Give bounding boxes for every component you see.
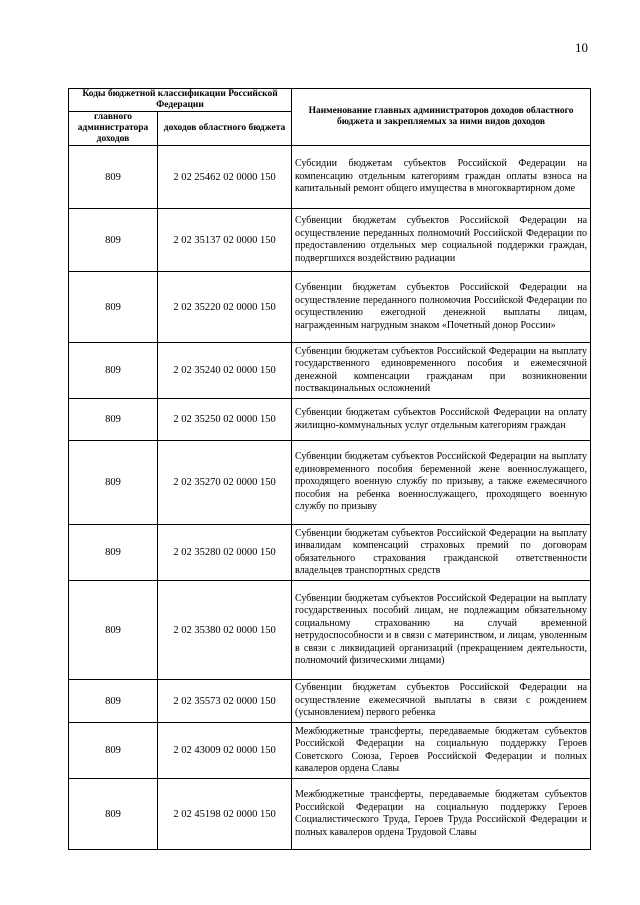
table-row — [69, 723, 591, 779]
admin-code-cell: 809 — [69, 723, 158, 779]
income-code-cell: 2 02 35250 02 0000 150 — [158, 399, 292, 441]
income-name-cell: Межбюджетные трансферты, передаваемые бюджетам субъектов Российской Федерации на социальную поддержку Героев Социалистического Труда, Героев Труда Российской Федерации и полных кавалеров ордена Трудовой Славы — [292, 779, 591, 850]
table-body — [69, 146, 591, 850]
income-code-cell: 2 02 35573 02 0000 150 — [158, 680, 292, 723]
header-admin: главного администратора доходов — [69, 112, 158, 146]
income-code-cell: 2 02 43009 02 0000 150 — [158, 723, 292, 779]
table-row — [69, 209, 591, 272]
income-name-cell: Субвенции бюджетам субъектов Российской Федерации на осуществление переданного полномочия Российской Федерации по осуществлению ежегодной денежной выплаты лицам, награжденным нагрудным знаком «Почетный донор России» — [292, 272, 591, 343]
page-number: 10 — [575, 40, 588, 55]
income-code-cell: 2 02 35380 02 0000 150 — [158, 581, 292, 680]
table-row — [69, 581, 591, 680]
budget-classification-table — [68, 88, 591, 850]
admin-code-cell: 809 — [69, 525, 158, 581]
admin-code-cell: 809 — [69, 779, 158, 850]
table-row — [69, 441, 591, 525]
admin-code-cell: 809 — [69, 209, 158, 272]
income-name-cell: Субвенции бюджетам субъектов Российской Федерации на выплату государственного единовременного пособия и ежемесячной денежной компенсации гражданам при возникновении поствакцинальных осложнений — [292, 343, 591, 399]
admin-code-cell: 809 — [69, 441, 158, 525]
income-code-cell: 2 02 25462 02 0000 150 — [158, 146, 292, 209]
income-name-cell: Субвенции бюджетам субъектов Российской Федерации на выплату инвалидам компенсаций страховых премий по договорам обязательного страхования гражданской ответственности владельцев транспортных средств — [292, 525, 591, 581]
table-row — [69, 272, 591, 343]
header-codes: Коды бюджетной классификации Российской Федерации — [69, 89, 292, 112]
income-name-cell: Межбюджетные трансферты, передаваемые бюджетам субъектов Российской Федерации на социальную поддержку Героев Советского Союза, Героев Российской Федерации и полных кавалеров ордена Славы — [292, 723, 591, 779]
table-row — [69, 779, 591, 850]
admin-code-cell: 809 — [69, 399, 158, 441]
income-name-cell: Субвенции бюджетам субъектов Российской Федерации на оплату жилищно-коммунальных услуг отдельным категориям граждан — [292, 399, 591, 441]
admin-code-cell: 809 — [69, 343, 158, 399]
table-row — [69, 146, 591, 209]
income-name-cell: Субсидии бюджетам субъектов Российской Федерации на компенсацию отдельным категориям граждан оплаты взноса на капитальный ремонт общего имущества в многоквартирном доме — [292, 146, 591, 209]
income-name-cell: Субвенции бюджетам субъектов Российской Федерации на осуществление переданных полномочий Российской Федерации по предоставлению отдельных мер социальной поддержки граждан, подвергшихся воздействию радиации — [292, 209, 591, 272]
admin-code-cell: 809 — [69, 272, 158, 343]
income-code-cell: 2 02 35220 02 0000 150 — [158, 272, 292, 343]
admin-code-cell: 809 — [69, 146, 158, 209]
income-code-cell: 2 02 45198 02 0000 150 — [158, 779, 292, 850]
table-row — [69, 343, 591, 399]
income-code-cell: 2 02 35280 02 0000 150 — [158, 525, 292, 581]
header-name: Наименование главных администраторов доходов областного бюджета и закрепляемых за ними видов доходов — [292, 89, 591, 146]
income-code-cell: 2 02 35240 02 0000 150 — [158, 343, 292, 399]
income-name-cell: Субвенции бюджетам субъектов Российской Федерации на осуществление ежемесячной выплаты в связи с рождением (усыновлением) первого ребенка — [292, 680, 591, 723]
admin-code-cell: 809 — [69, 680, 158, 723]
table-row — [69, 680, 591, 723]
table-row — [69, 399, 591, 441]
income-name-cell: Субвенции бюджетам субъектов Российской Федерации на выплату единовременного пособия беременной жене военнослужащего, проходящего военную службу по призыву, а также ежемесячного пособия на ребенка военнослужащего, проходящего военную службу по призыву — [292, 441, 591, 525]
header-income: доходов областного бюджета — [158, 112, 292, 146]
table-header — [69, 89, 591, 146]
income-code-cell: 2 02 35137 02 0000 150 — [158, 209, 292, 272]
admin-code-cell: 809 — [69, 581, 158, 680]
table-row — [69, 525, 591, 581]
income-name-cell: Субвенции бюджетам субъектов Российской Федерации на выплату государственных пособий лицам, не подлежащим обязательному социальному страхованию на случай временной нетрудоспособности и в связи с материнством, и лицам, уволенным в связи с ликвидацией организаций (прекращением деятельности, полномочий физическими лицами) — [292, 581, 591, 680]
income-code-cell: 2 02 35270 02 0000 150 — [158, 441, 292, 525]
